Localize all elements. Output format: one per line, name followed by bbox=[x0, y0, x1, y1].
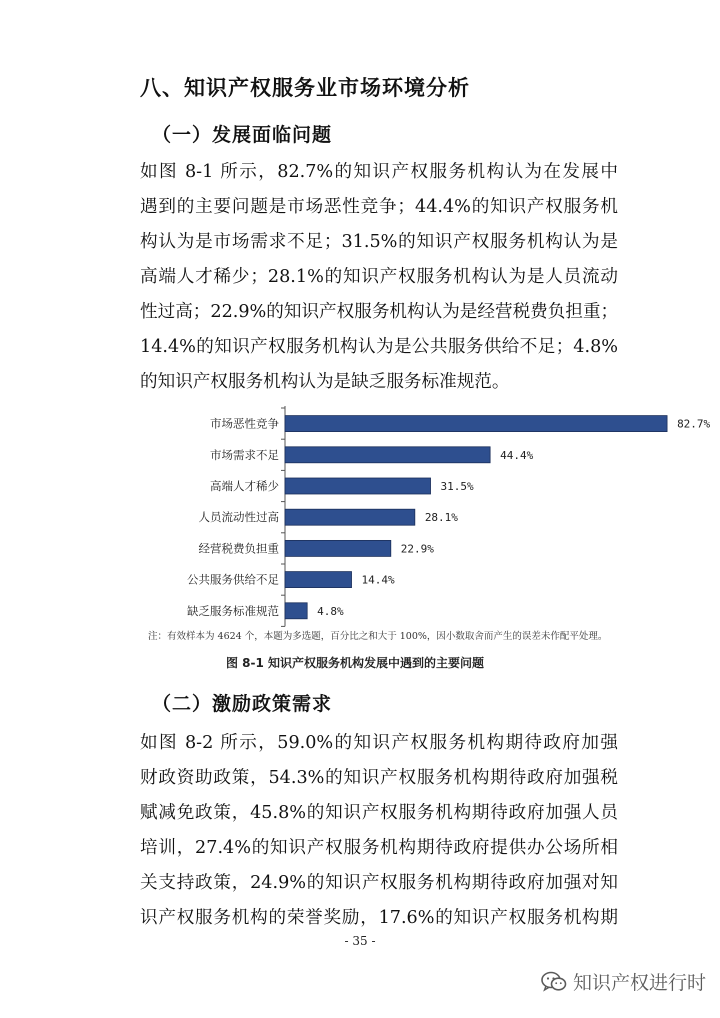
bar bbox=[285, 416, 667, 432]
paragraph-line: 赋减免政策，45.8%的知识产权服务机构期待政府加强人员 bbox=[140, 803, 618, 823]
wechat-icon bbox=[541, 971, 567, 993]
paragraph-line: 14.4%的知识产权服务机构认为是公共服务供给不足；4.8% bbox=[140, 337, 618, 357]
paragraph-incentives bbox=[140, 726, 618, 936]
category-label: 人员流动性过高 bbox=[198, 510, 279, 525]
page-number: - 35 - bbox=[344, 934, 376, 948]
paragraph-line: 高端人才稀少；28.1%的知识产权服务机构认为是人员流动 bbox=[140, 267, 618, 287]
bar bbox=[285, 603, 307, 619]
figure-caption: 图 8-1 知识产权服务机构发展中遇到的主要问题 bbox=[226, 656, 485, 670]
bar bbox=[285, 540, 391, 556]
chart-note: 注：有效样本为 4624 个，本题为多选题，百分比之和大于 100%，因小数取舍而产生的误差未作配平处理。 bbox=[148, 631, 608, 642]
paragraph-line: 如图 8-1 所示，82.7%的知识产权服务机构认为在发展中 bbox=[140, 162, 618, 182]
paragraph-line: 培训，27.4%的知识产权服务机构期待政府提供办公场所相 bbox=[140, 838, 618, 858]
data-label: 4.8% bbox=[317, 604, 344, 618]
data-label: 22.9% bbox=[400, 542, 434, 556]
paragraph-line: 如图 8-2 所示，59.0%的知识产权服务机构期待政府加强 bbox=[140, 733, 618, 753]
paragraph-line: 遇到的主要问题是市场恶性竞争；44.4%的知识产权服务机 bbox=[140, 197, 618, 217]
category-label: 高端人才稀少 bbox=[210, 479, 279, 493]
category-label: 市场恶性竞争 bbox=[210, 416, 279, 431]
data-label: 82.7% bbox=[677, 417, 711, 431]
paragraph-line: 识产权服务机构的荣誉奖励，17.6%的知识产权服务机构期 bbox=[140, 908, 618, 928]
bar bbox=[285, 572, 352, 588]
data-label: 31.5% bbox=[440, 480, 474, 493]
bar bbox=[285, 478, 431, 494]
category-label: 缺乏服务标准规范 bbox=[187, 603, 279, 618]
paragraph-problems bbox=[140, 155, 618, 400]
watermark bbox=[541, 968, 706, 995]
paragraph-line: 关支持政策，24.9%的知识产权服务机构期待政府加强对知 bbox=[140, 873, 618, 893]
bar-chart bbox=[140, 400, 711, 625]
data-label: 28.1% bbox=[424, 511, 458, 525]
subsection-title-problems: （一）发展面临问题 bbox=[152, 124, 333, 146]
bar bbox=[285, 447, 490, 463]
category-label: 公共服务供给不足 bbox=[187, 572, 279, 587]
paragraph-line: 的知识产权服务机构认为是缺乏服务标准规范。 bbox=[140, 372, 510, 392]
watermark-text: 知识产权进行时 bbox=[572, 972, 706, 994]
paragraph-line: 性过高；22.9%的知识产权服务机构认为是经营税费负担重； bbox=[140, 302, 619, 322]
paragraph-line: 财政资助政策，54.3%的知识产权服务机构期待政府加强税 bbox=[140, 768, 618, 788]
category-label: 经营税费负担重 bbox=[198, 541, 279, 556]
paragraph-line: 构认为是市场需求不足；31.5%的知识产权服务机构认为是 bbox=[140, 232, 618, 252]
data-label: 14.4% bbox=[361, 573, 395, 587]
bar bbox=[285, 509, 415, 525]
section-title: 八、知识产权服务业市场环境分析 bbox=[140, 76, 470, 100]
subsection-title-incentives: （二）激励政策需求 bbox=[152, 693, 333, 715]
data-label: 44.4% bbox=[500, 448, 534, 462]
category-label: 市场需求不足 bbox=[210, 447, 279, 462]
